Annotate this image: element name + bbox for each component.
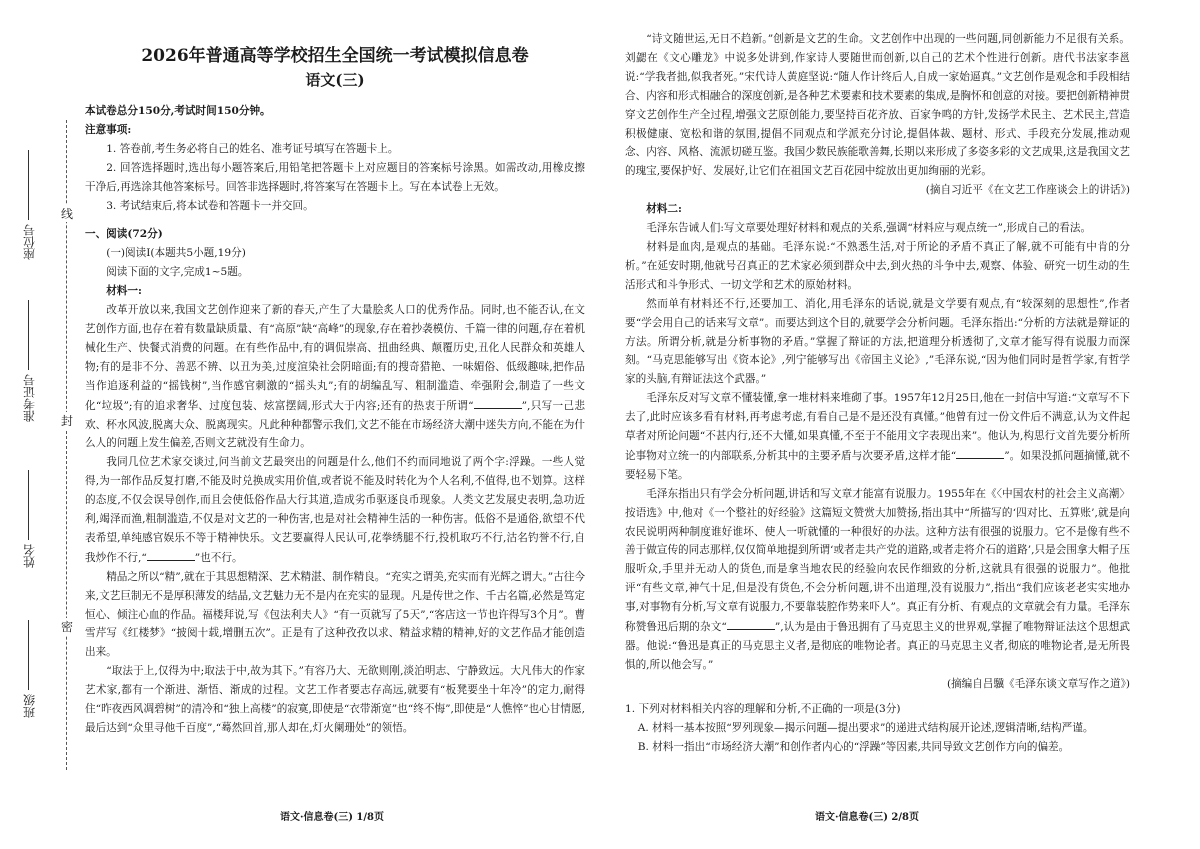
section-subheading: (一)阅读Ⅰ(本题共5小题,19分) — [106, 247, 246, 260]
answer-blank — [956, 446, 1004, 459]
answer-blank — [727, 617, 775, 630]
footer-page-right: 语文·信息卷(三) 2/8页 — [815, 812, 919, 823]
page-right-column — [625, 30, 1130, 756]
answer-blank — [474, 396, 522, 409]
question-option-b[interactable]: B. 材料一指出“市场经济大潮”和创作者内心的“浮躁”等因素,共同导致文艺创作方向的偏差。 — [637, 740, 1070, 753]
seat-field[interactable] — [14, 150, 44, 260]
section-instruction: 阅读下面的文字,完成1~5题。 — [106, 266, 249, 279]
class-label: 班级 — [22, 694, 37, 718]
exam-number-field[interactable] — [14, 300, 44, 422]
class-field[interactable] — [14, 620, 44, 718]
material1-paragraph: 改革开放以来,我国文艺创作迎来了新的春天,产生了大量脍炙人口的优秀作品。同时,也不能否认,在文艺创作方面,也存在着有数量缺质量、有“高原”缺“高峰”的现象,存在着抄袭模仿、千篇一律的问题,存在着机械化生产、快餐式消费的问题。在有些作品中,有的调侃崇高、扭曲经典、颠覆历史,丑化人民群众和英雄人物;有的是非不分、善恶不辨、以丑为美,过度渲染社会阴暗面;有的搜奇猎艳、一味媚俗、低级趣味,把作品当作追逐利益的“摇钱树”,当作感官刺激的“摇头丸”;有的胡编乱写、粗制滥造、牵强附会,制造了一些文化“垃圾”;有的追求奢华、过度包装、炫富摆阔,形式大于内容;还有的热衷于所谓“ ”,只写一己悲欢、杯水风波,脱离大众、脱离现实。凡此种种都警示我们,文艺不能在市场经济大潮中迷失方向,不能在为什么人的问题上发生偏差,否则文艺就没有生命力。 — [85, 304, 585, 450]
material2-paragraph: 材料是血肉,是观点的基础。毛泽东说:“不熟悉生活,对于所论的矛盾不真正了解,就不可能有中肯的分析。”在延安时期,他就号召真正的艺术家必须到群众中去,到火热的斗争中去,观察、体验、研究一切生动的生活形式和斗争形式、一切文学和艺术的原始材料。 — [625, 240, 1130, 291]
binding-mark-secret: 密 — [60, 620, 73, 634]
exam-subtitle: 语文(三) — [305, 71, 365, 89]
seat-label: 座位号 — [22, 224, 37, 260]
material2-label: 材料二: — [646, 203, 682, 216]
name-field[interactable] — [14, 470, 44, 568]
material2-paragraph: 毛泽东反对写文章不懂装懂,拿一堆材料来堆砌了事。1957年12月25日,他在一封信中写道:“文章写不下去了,此时应该多看有材料,再考虑考虑,有看自己是不是还没有真懂。”他曾有过一份文件后不满意,认为文件起草者对所论问题“不甚内行,还不大懂,如果真懂,不至于不能用文字表现出来”。他认为,构思行文首先要分析所论事物对立统一的内部联系,分析其中的主要矛盾与次要矛盾,这样才能“ ”。如果没抓问题摘懂,就不要轻易下笔。 — [625, 392, 1130, 481]
material2-paragraph: 然而单有材料还不行,还要加工、消化,用毛泽东的话说,就是文学要有观点,有“较深刻的思想性”,作者要“学会用自己的话来写文章”。而要达到这个目的,就要学会分析问题。毛泽东指出:“分析的方法就是辩证的方法。所谓分析,就是分析事物的矛盾。”掌握了辩证的方法,把道理分析透彻了,文章才能写得有说服力而深刻。“马克思能够写出《资本论》,列宁能够写出《帝国主义论》,”毛泽东说,“因为他们同时是哲学家,有哲学家的头脑,有辩证法这个武器。” — [625, 297, 1130, 386]
footer-page-left: 语文·信息卷(三) 1/8页 — [280, 812, 384, 823]
material1-paragraph: 我同几位艺术家交谈过,问当前文艺最突出的问题是什么,他们不约而同地说了两个字:浮躁。一些人觉得,为一部作品反复打磨,不能及时兑换成实用价值,或者说不能及时转化为个人名利,不值得,也不划算。这样的态度,不仅会误导创作,而且会使低俗作品大行其道,造成劣币驱逐良币现象。人类文艺发展史表明,急功近利,竭泽而渔,粗制滥造,不仅是对文艺的一种伤害,也是对社会精神生活的一种伤害。低俗不是通俗,欲望不代表希望,单纯感官娱乐不等于精神快乐。文艺要赢得人民认可,花拳绣腿不行,投机取巧不行,沽名钓誉不行,自我炒作不行,“ ”也不行。 — [85, 456, 585, 564]
notice-item: 2. 回答选择题时,选出每小题答案后,用铅笔把答题卡上对应题目的答案标号涂黑。如需改动,用橡皮擦干净后,再选涂其他答案标号。回答非选择题时,将答案写在答题卡上。写在本试卷上无效。 — [85, 161, 585, 193]
material1-label: 材料一: — [106, 285, 142, 298]
material1-paragraph: “取法于上,仅得为中;取法于中,故为其下。”有容乃大、无欲则刚,淡泊明志、宁静致远。大凡伟大的作家艺术家,都有一个渐进、渐悟、渐成的过程。文艺工作者要志存高远,就要有“板凳要坐十年冷”的定力,耐得住“昨夜西风凋碧树”的清冷和“独上高楼”的寂寞,即使是“衣带渐宽”也“终不悔”,即使是“人憔悴”也心甘情愿,最后达到“众里寻他千百度”,“蓦然回首,那人却在,灯火阑珊处”的领悟。 — [85, 665, 585, 734]
notice-item: 1. 答卷前,考生务必将自己的姓名、准考证号填写在答题卡上。 — [106, 142, 399, 155]
page-left-column — [85, 30, 585, 738]
answer-blank — [147, 548, 195, 561]
notice-heading: 注意事项: — [85, 123, 132, 136]
material2-paragraph: 毛泽东指出只有学会分析问题,讲话和写文章才能富有说服力。1955年在《〈中国农村的社会主义高潮〉按语选》中,他对《一个整社的好经验》这篇短文赞赏大加赞扬,指出其中“所描写的‘四对比、五算账’,就是向农民说明两种制度谁好谁坏、使人一听就懂的一种很好的办法。这种方法有很强的说服力。它不是像有些不善于做宣传的同志那样,仅仅简单地提到所谓‘或者走共产党的道路,或者走将介石的道路’,只是会围拿大帽子压服听众,手里并无动人的货色,而是拿当地农民的经验向农民作细致的分析,这就具有很强的说服力”。他批评“有些文章,神气十足,但是没有货色,不会分析问题,讲不出道理,没有说服力”,指出“我们应该老老实实地办事,对事物有分析,写文章有说服力,不要靠装腔作势来吓人”。真正有分析、有观点的文章就会有力量。毛泽东称赞鲁迅后期的杂文“ ”,认为是由于鲁迅拥有了马克思主义的世界观,掌握了唯物辩证法这个思想武器。他说:“鲁迅是真正的马克思主义者,是彻底的唯物论者。真正的马克思主义者,彻底的唯物论者,是无所畏惧的,所以他会写。” — [625, 487, 1130, 671]
material1-source: (摘自习近平《在文艺工作座谈会上的讲话》) — [925, 184, 1130, 197]
exam-intro: 本试卷总分150分,考试时间150分钟。 — [85, 105, 271, 117]
material1-paragraph: “诗文随世运,无日不趋新。”创新是文艺的生命。文艺创作中出现的一些问题,同创新能力不足很有关系。刘勰在《文心雕龙》中说多处讲到,作家诗人要随世而创新,以自己的艺术个性进行创新。唐代书法家李邕说:“学我者拙,似我者死。”宋代诗人黄庭坚说:“随人作计终后人,自成一家始逼真。”文艺创作是观念和手段相结合、内容和形式相融合的深度创新,是各种艺术要素和技术要素的集成,是胸怀和创意的对接。要把创新精神贯穿文艺创作生产全过程,增强文艺原创能力,要坚持百花齐放、百家争鸣的方针,发扬学术民主、艺术民主,营造积极健康、宽松和谐的氛围,提倡不同观点和学派充分讨论,提倡体裁、题材、形式、手段充分发展,推动观念、内容、风格、流派切磋互鉴。我国少数民族能歌善舞,长期以来形成了多姿多彩的文艺成果,这是我国文艺的瑰宝,要保护好、发展好,让它们在祖国文艺百花园中绽放出更加绚丽的光彩。 — [625, 33, 1130, 178]
binding-mark-line: 线 — [60, 207, 73, 221]
material2-source: (摘编自吕驥《毛泽东谈文章写作之道》) — [946, 677, 1130, 690]
question-option-a[interactable]: A. 材料一基本按照“罗列现象—揭示问题—提出要求”的递进式结构展开论述,逻辑清晰,结构严谨。 — [637, 721, 1094, 734]
material2-paragraph: 毛泽东告诫人们:写文章要处理好材料和观点的关系,强调“材料应与观点统一”,形成自己的看法。 — [646, 222, 1092, 235]
exam-title: 2026年普通高等学校招生全国统一考试模拟信息卷 — [141, 46, 529, 66]
section-heading: 一、阅读(72分) — [85, 228, 163, 241]
question-stem: 1. 下列对材料相关内容的理解和分析,不正确的一项是(3分) — [625, 702, 901, 715]
binding-mark-seal: 封 — [60, 414, 73, 428]
notice-item: 3. 考试结束后,将本试卷和答题卡一并交回。 — [106, 199, 314, 212]
binding-strip — [0, 0, 78, 849]
exam-number-label: 准考证号 — [22, 374, 37, 422]
name-label: 姓名 — [22, 544, 37, 568]
material1-paragraph: 精品之所以“精”,就在于其思想精深、艺术精湛、制作精良。“充实之谓美,充实而有光辉之谓大。”古往今来,文艺巨制无不是厚积薄发的结晶,文艺魅力无不是内在充实的显现。凡是传世之作、千古名篇,必然是笃定恒心、倾注心血的作品。福楼拜说,写《包法利夫人》“有一页就写了5天”,“客店这一节也许得写3个月”。曹雪芹写《红楼梦》“披阅十载,增删五次”。正是有了这种孜孜以求、精益求精的精神,好的文艺作品才能创造出来。 — [85, 570, 585, 659]
